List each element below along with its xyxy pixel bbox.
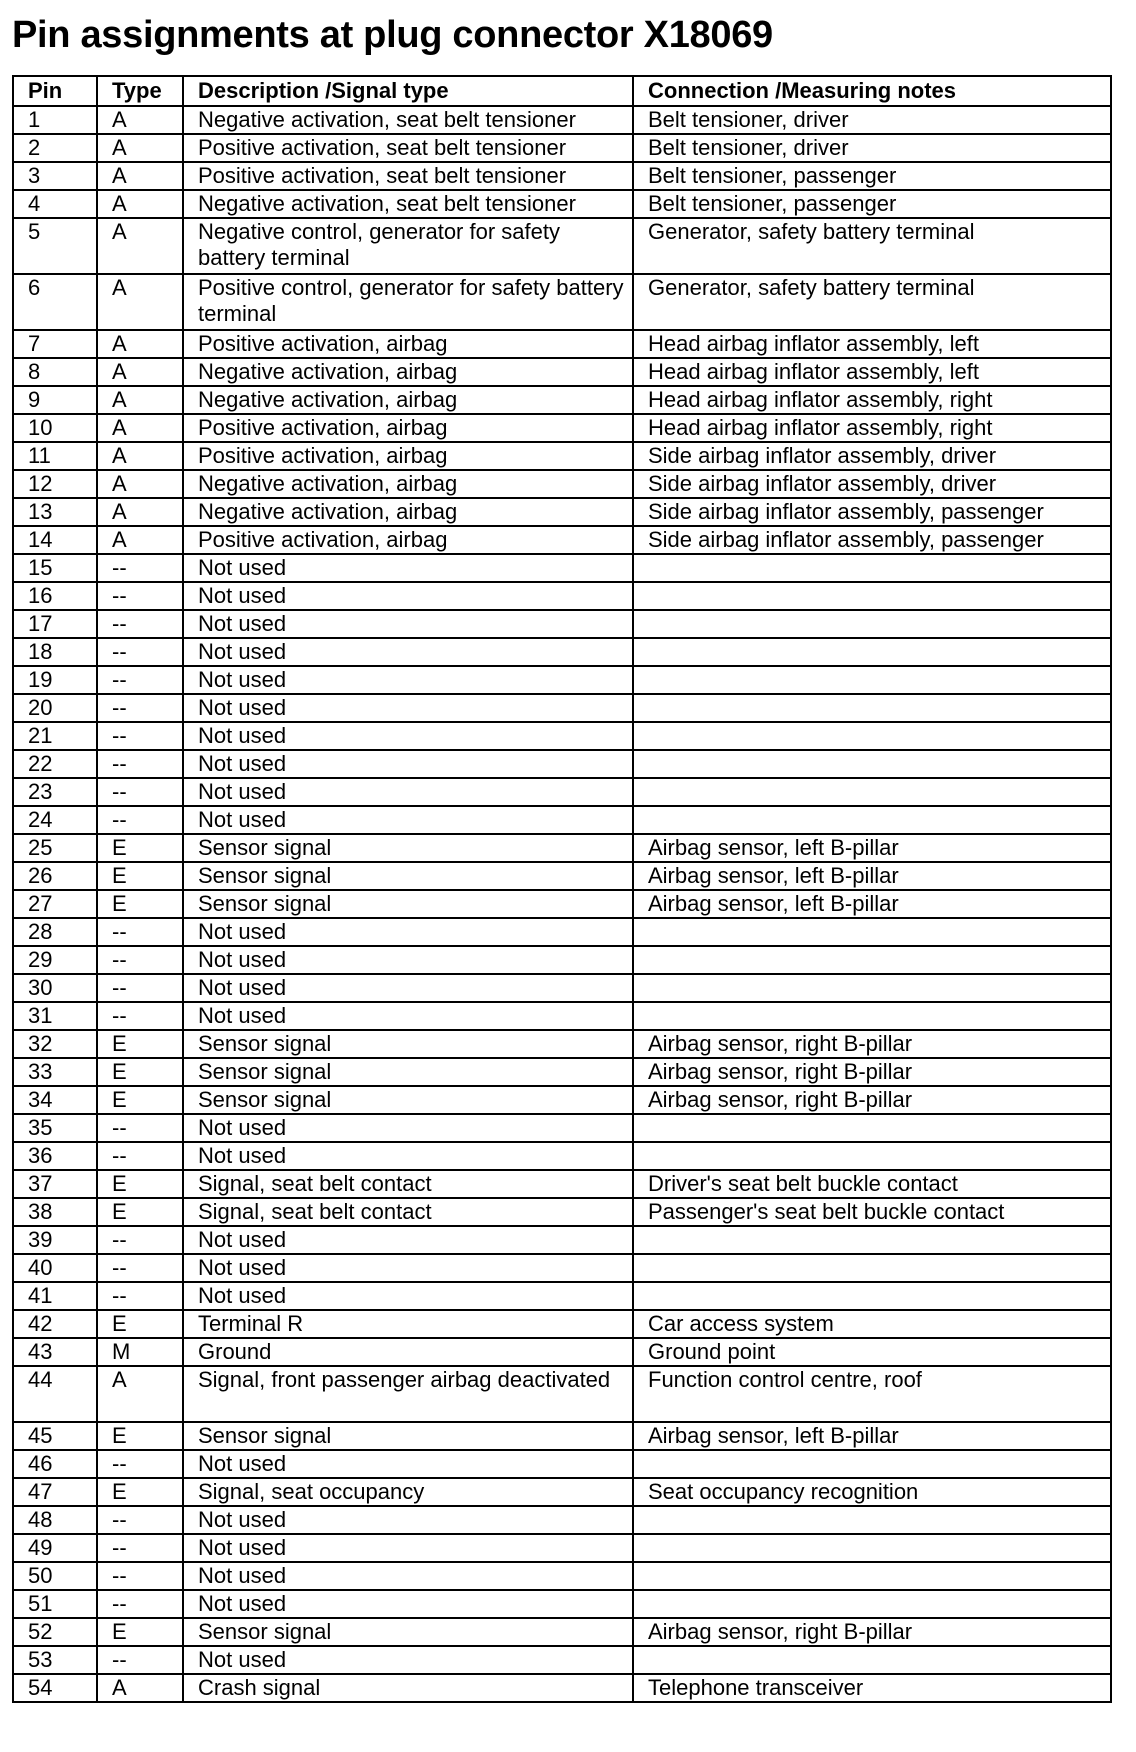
description-cell: Sensor signal bbox=[183, 1618, 633, 1646]
connection-cell: Side airbag inflator assembly, passenger bbox=[633, 498, 1111, 526]
pin-cell: 14 bbox=[13, 526, 97, 554]
description-cell: Positive activation, airbag bbox=[183, 442, 633, 470]
type-cell: -- bbox=[97, 1646, 183, 1674]
column-header-pin: Pin bbox=[13, 76, 97, 106]
connection-cell bbox=[633, 1450, 1111, 1478]
connection-cell bbox=[633, 1646, 1111, 1674]
connection-cell bbox=[633, 722, 1111, 750]
pin-cell: 4 bbox=[13, 190, 97, 218]
connection-cell bbox=[633, 778, 1111, 806]
description-cell: Not used bbox=[183, 722, 633, 750]
table-row bbox=[13, 806, 1111, 834]
type-cell: -- bbox=[97, 1562, 183, 1590]
table-row bbox=[13, 162, 1111, 190]
type-cell: E bbox=[97, 1422, 183, 1450]
pin-cell: 12 bbox=[13, 470, 97, 498]
table-row bbox=[13, 1590, 1111, 1618]
description-cell: Not used bbox=[183, 1534, 633, 1562]
pin-cell: 32 bbox=[13, 1030, 97, 1058]
pin-cell: 48 bbox=[13, 1506, 97, 1534]
description-cell: Negative activation, airbag bbox=[183, 358, 633, 386]
connection-cell bbox=[633, 1002, 1111, 1030]
type-cell: -- bbox=[97, 582, 183, 610]
connection-cell bbox=[633, 806, 1111, 834]
pin-cell: 5 bbox=[13, 218, 97, 274]
connection-cell: Passenger's seat belt buckle contact bbox=[633, 1198, 1111, 1226]
type-cell: A bbox=[97, 498, 183, 526]
description-cell: Not used bbox=[183, 1450, 633, 1478]
type-cell: -- bbox=[97, 1254, 183, 1282]
table-row bbox=[13, 918, 1111, 946]
connection-cell bbox=[633, 1534, 1111, 1562]
description-cell: Sensor signal bbox=[183, 890, 633, 918]
type-cell: -- bbox=[97, 1590, 183, 1618]
type-cell: A bbox=[97, 330, 183, 358]
table-row bbox=[13, 218, 1111, 274]
type-cell: A bbox=[97, 1366, 183, 1422]
connection-cell: Head airbag inflator assembly, left bbox=[633, 330, 1111, 358]
description-cell: Not used bbox=[183, 1506, 633, 1534]
table-row bbox=[13, 442, 1111, 470]
type-cell: E bbox=[97, 1478, 183, 1506]
description-cell: Positive activation, airbag bbox=[183, 330, 633, 358]
pin-assignment-table bbox=[12, 75, 1112, 1703]
table-row bbox=[13, 1226, 1111, 1254]
pin-cell: 38 bbox=[13, 1198, 97, 1226]
description-cell: Positive activation, airbag bbox=[183, 414, 633, 442]
type-cell: A bbox=[97, 386, 183, 414]
table-row bbox=[13, 358, 1111, 386]
pin-cell: 27 bbox=[13, 890, 97, 918]
pin-cell: 1 bbox=[13, 106, 97, 134]
description-cell: Not used bbox=[183, 1114, 633, 1142]
type-cell: E bbox=[97, 1170, 183, 1198]
pin-cell: 43 bbox=[13, 1338, 97, 1366]
description-cell: Sensor signal bbox=[183, 1086, 633, 1114]
table-row bbox=[13, 190, 1111, 218]
pin-cell: 44 bbox=[13, 1366, 97, 1422]
column-header-description: Description /Signal type bbox=[183, 76, 633, 106]
table-row bbox=[13, 1114, 1111, 1142]
type-cell: -- bbox=[97, 722, 183, 750]
connection-cell: Belt tensioner, passenger bbox=[633, 162, 1111, 190]
pin-cell: 41 bbox=[13, 1282, 97, 1310]
pin-cell: 50 bbox=[13, 1562, 97, 1590]
connection-cell bbox=[633, 1506, 1111, 1534]
description-cell: Terminal R bbox=[183, 1310, 633, 1338]
description-cell: Positive activation, airbag bbox=[183, 526, 633, 554]
type-cell: A bbox=[97, 274, 183, 330]
type-cell: E bbox=[97, 834, 183, 862]
type-cell: -- bbox=[97, 1534, 183, 1562]
connection-cell: Airbag sensor, left B-pillar bbox=[633, 1422, 1111, 1450]
connection-cell: Car access system bbox=[633, 1310, 1111, 1338]
pin-cell: 52 bbox=[13, 1618, 97, 1646]
table-row bbox=[13, 1478, 1111, 1506]
table-row bbox=[13, 1534, 1111, 1562]
type-cell: -- bbox=[97, 1450, 183, 1478]
pin-cell: 17 bbox=[13, 610, 97, 638]
connection-cell bbox=[633, 1254, 1111, 1282]
connection-cell: Belt tensioner, driver bbox=[633, 106, 1111, 134]
type-cell: -- bbox=[97, 1282, 183, 1310]
type-cell: A bbox=[97, 106, 183, 134]
description-cell: Sensor signal bbox=[183, 1058, 633, 1086]
description-cell: Not used bbox=[183, 554, 633, 582]
table-row bbox=[13, 778, 1111, 806]
pin-cell: 54 bbox=[13, 1674, 97, 1702]
type-cell: -- bbox=[97, 610, 183, 638]
table-row bbox=[13, 1198, 1111, 1226]
type-cell: -- bbox=[97, 694, 183, 722]
description-cell: Not used bbox=[183, 806, 633, 834]
connection-cell bbox=[633, 1590, 1111, 1618]
table-row bbox=[13, 1310, 1111, 1338]
description-cell: Negative activation, airbag bbox=[183, 386, 633, 414]
connection-cell: Airbag sensor, right B-pillar bbox=[633, 1030, 1111, 1058]
type-cell: A bbox=[97, 470, 183, 498]
connection-cell: Airbag sensor, left B-pillar bbox=[633, 862, 1111, 890]
table-row bbox=[13, 974, 1111, 1002]
type-cell: -- bbox=[97, 918, 183, 946]
connection-cell bbox=[633, 610, 1111, 638]
description-cell: Not used bbox=[183, 1562, 633, 1590]
connection-cell bbox=[633, 694, 1111, 722]
type-cell: E bbox=[97, 862, 183, 890]
connection-cell: Airbag sensor, right B-pillar bbox=[633, 1086, 1111, 1114]
connection-cell: Generator, safety battery terminal bbox=[633, 218, 1111, 274]
description-cell: Sensor signal bbox=[183, 862, 633, 890]
description-cell: Not used bbox=[183, 1002, 633, 1030]
table-row bbox=[13, 638, 1111, 666]
description-cell: Signal, seat occupancy bbox=[183, 1478, 633, 1506]
description-cell: Negative control, generator for safety battery terminal bbox=[183, 218, 633, 274]
table-row bbox=[13, 274, 1111, 330]
description-cell: Positive activation, seat belt tensioner bbox=[183, 134, 633, 162]
description-cell: Not used bbox=[183, 610, 633, 638]
description-cell: Not used bbox=[183, 918, 633, 946]
pin-cell: 36 bbox=[13, 1142, 97, 1170]
pin-cell: 16 bbox=[13, 582, 97, 610]
connection-cell: Belt tensioner, driver bbox=[633, 134, 1111, 162]
table-row bbox=[13, 1450, 1111, 1478]
connection-cell: Telephone transceiver bbox=[633, 1674, 1111, 1702]
type-cell: -- bbox=[97, 1114, 183, 1142]
pin-cell: 8 bbox=[13, 358, 97, 386]
table-row bbox=[13, 330, 1111, 358]
description-cell: Negative activation, airbag bbox=[183, 498, 633, 526]
type-cell: -- bbox=[97, 666, 183, 694]
table-row bbox=[13, 694, 1111, 722]
table-row bbox=[13, 750, 1111, 778]
pin-cell: 31 bbox=[13, 1002, 97, 1030]
connection-cell: Function control centre, roof bbox=[633, 1366, 1111, 1422]
table-row bbox=[13, 946, 1111, 974]
type-cell: -- bbox=[97, 1506, 183, 1534]
type-cell: A bbox=[97, 358, 183, 386]
type-cell: -- bbox=[97, 554, 183, 582]
table-row bbox=[13, 1282, 1111, 1310]
table-row bbox=[13, 1366, 1111, 1422]
connection-cell bbox=[633, 666, 1111, 694]
table-row bbox=[13, 1506, 1111, 1534]
table-row bbox=[13, 1030, 1111, 1058]
description-cell: Sensor signal bbox=[183, 1422, 633, 1450]
table-row bbox=[13, 1142, 1111, 1170]
connection-cell bbox=[633, 946, 1111, 974]
description-cell: Not used bbox=[183, 1646, 633, 1674]
type-cell: -- bbox=[97, 1002, 183, 1030]
pin-cell: 3 bbox=[13, 162, 97, 190]
connection-cell bbox=[633, 974, 1111, 1002]
connection-cell bbox=[633, 918, 1111, 946]
table-row bbox=[13, 610, 1111, 638]
table-row bbox=[13, 106, 1111, 134]
type-cell: -- bbox=[97, 778, 183, 806]
table-row bbox=[13, 582, 1111, 610]
table-row bbox=[13, 1086, 1111, 1114]
description-cell: Not used bbox=[183, 666, 633, 694]
table-row bbox=[13, 890, 1111, 918]
connection-cell bbox=[633, 1114, 1111, 1142]
pin-cell: 2 bbox=[13, 134, 97, 162]
connection-cell: Airbag sensor, left B-pillar bbox=[633, 890, 1111, 918]
pin-cell: 39 bbox=[13, 1226, 97, 1254]
table-row bbox=[13, 1674, 1111, 1702]
description-cell: Not used bbox=[183, 750, 633, 778]
pin-cell: 9 bbox=[13, 386, 97, 414]
description-cell: Sensor signal bbox=[183, 1030, 633, 1058]
pin-cell: 35 bbox=[13, 1114, 97, 1142]
connection-cell bbox=[633, 582, 1111, 610]
table-row bbox=[13, 1562, 1111, 1590]
connection-cell: Belt tensioner, passenger bbox=[633, 190, 1111, 218]
description-cell: Signal, seat belt contact bbox=[183, 1198, 633, 1226]
description-cell: Sensor signal bbox=[183, 834, 633, 862]
table-row bbox=[13, 498, 1111, 526]
pin-cell: 26 bbox=[13, 862, 97, 890]
table-body bbox=[13, 106, 1111, 1702]
table-row bbox=[13, 834, 1111, 862]
column-header-type: Type bbox=[97, 76, 183, 106]
connection-cell bbox=[633, 638, 1111, 666]
table-row bbox=[13, 1058, 1111, 1086]
pin-cell: 23 bbox=[13, 778, 97, 806]
type-cell: A bbox=[97, 218, 183, 274]
type-cell: E bbox=[97, 1086, 183, 1114]
table-row bbox=[13, 386, 1111, 414]
table-row bbox=[13, 722, 1111, 750]
table-row bbox=[13, 554, 1111, 582]
description-cell: Not used bbox=[183, 582, 633, 610]
type-cell: A bbox=[97, 134, 183, 162]
description-cell: Not used bbox=[183, 778, 633, 806]
connection-cell bbox=[633, 750, 1111, 778]
connection-cell: Airbag sensor, left B-pillar bbox=[633, 834, 1111, 862]
type-cell: -- bbox=[97, 1142, 183, 1170]
type-cell: -- bbox=[97, 750, 183, 778]
pin-cell: 25 bbox=[13, 834, 97, 862]
table-row bbox=[13, 1170, 1111, 1198]
connection-cell: Side airbag inflator assembly, driver bbox=[633, 470, 1111, 498]
description-cell: Positive activation, seat belt tensioner bbox=[183, 162, 633, 190]
pin-cell: 24 bbox=[13, 806, 97, 834]
table-row bbox=[13, 1254, 1111, 1282]
description-cell: Negative activation, seat belt tensioner bbox=[183, 106, 633, 134]
pin-cell: 42 bbox=[13, 1310, 97, 1338]
pin-cell: 22 bbox=[13, 750, 97, 778]
table-row bbox=[13, 134, 1111, 162]
table-header-row bbox=[13, 76, 1111, 106]
page-title: Pin assignments at plug connector X18069 bbox=[12, 14, 773, 56]
pin-cell: 13 bbox=[13, 498, 97, 526]
connection-cell: Seat occupancy recognition bbox=[633, 1478, 1111, 1506]
pin-cell: 30 bbox=[13, 974, 97, 1002]
table-row bbox=[13, 862, 1111, 890]
description-cell: Positive control, generator for safety battery terminal bbox=[183, 274, 633, 330]
pin-cell: 29 bbox=[13, 946, 97, 974]
connection-cell bbox=[633, 1142, 1111, 1170]
description-cell: Crash signal bbox=[183, 1674, 633, 1702]
type-cell: A bbox=[97, 1674, 183, 1702]
table-row bbox=[13, 414, 1111, 442]
type-cell: E bbox=[97, 1618, 183, 1646]
table-row bbox=[13, 666, 1111, 694]
pin-cell: 28 bbox=[13, 918, 97, 946]
type-cell: -- bbox=[97, 946, 183, 974]
pin-cell: 15 bbox=[13, 554, 97, 582]
pin-cell: 33 bbox=[13, 1058, 97, 1086]
type-cell: E bbox=[97, 1310, 183, 1338]
connection-cell: Head airbag inflator assembly, left bbox=[633, 358, 1111, 386]
pin-cell: 40 bbox=[13, 1254, 97, 1282]
description-cell: Signal, seat belt contact bbox=[183, 1170, 633, 1198]
type-cell: E bbox=[97, 1058, 183, 1086]
connection-cell: Ground point bbox=[633, 1338, 1111, 1366]
description-cell: Not used bbox=[183, 1282, 633, 1310]
description-cell: Not used bbox=[183, 1254, 633, 1282]
pin-cell: 51 bbox=[13, 1590, 97, 1618]
pin-cell: 20 bbox=[13, 694, 97, 722]
pin-cell: 7 bbox=[13, 330, 97, 358]
connection-cell: Side airbag inflator assembly, passenger bbox=[633, 526, 1111, 554]
connection-cell bbox=[633, 1282, 1111, 1310]
type-cell: -- bbox=[97, 806, 183, 834]
pin-cell: 6 bbox=[13, 274, 97, 330]
pin-cell: 19 bbox=[13, 666, 97, 694]
pin-cell: 37 bbox=[13, 1170, 97, 1198]
table-row bbox=[13, 1646, 1111, 1674]
table-row bbox=[13, 1618, 1111, 1646]
connection-cell bbox=[633, 554, 1111, 582]
type-cell: A bbox=[97, 442, 183, 470]
description-cell: Negative activation, seat belt tensioner bbox=[183, 190, 633, 218]
connection-cell: Generator, safety battery terminal bbox=[633, 274, 1111, 330]
connection-cell: Head airbag inflator assembly, right bbox=[633, 386, 1111, 414]
type-cell: A bbox=[97, 526, 183, 554]
description-cell: Negative activation, airbag bbox=[183, 470, 633, 498]
connection-cell: Driver's seat belt buckle contact bbox=[633, 1170, 1111, 1198]
connection-cell: Head airbag inflator assembly, right bbox=[633, 414, 1111, 442]
table-row bbox=[13, 1002, 1111, 1030]
type-cell: -- bbox=[97, 974, 183, 1002]
column-header-connection: Connection /Measuring notes bbox=[633, 76, 1111, 106]
type-cell: M bbox=[97, 1338, 183, 1366]
connection-cell: Airbag sensor, right B-pillar bbox=[633, 1058, 1111, 1086]
pin-cell: 34 bbox=[13, 1086, 97, 1114]
connection-cell: Side airbag inflator assembly, driver bbox=[633, 442, 1111, 470]
connection-cell bbox=[633, 1226, 1111, 1254]
type-cell: A bbox=[97, 414, 183, 442]
description-cell: Not used bbox=[183, 974, 633, 1002]
description-cell: Not used bbox=[183, 638, 633, 666]
pin-cell: 11 bbox=[13, 442, 97, 470]
type-cell: E bbox=[97, 890, 183, 918]
description-cell: Ground bbox=[183, 1338, 633, 1366]
description-cell: Signal, front passenger airbag deactivated bbox=[183, 1366, 633, 1422]
type-cell: A bbox=[97, 162, 183, 190]
pin-cell: 46 bbox=[13, 1450, 97, 1478]
description-cell: Not used bbox=[183, 694, 633, 722]
type-cell: A bbox=[97, 190, 183, 218]
type-cell: E bbox=[97, 1030, 183, 1058]
description-cell: Not used bbox=[183, 1590, 633, 1618]
type-cell: -- bbox=[97, 638, 183, 666]
pin-cell: 49 bbox=[13, 1534, 97, 1562]
connection-cell: Airbag sensor, right B-pillar bbox=[633, 1618, 1111, 1646]
description-cell: Not used bbox=[183, 1142, 633, 1170]
table-row bbox=[13, 1338, 1111, 1366]
pin-cell: 10 bbox=[13, 414, 97, 442]
table-row bbox=[13, 526, 1111, 554]
table-row bbox=[13, 470, 1111, 498]
description-cell: Not used bbox=[183, 1226, 633, 1254]
pin-cell: 45 bbox=[13, 1422, 97, 1450]
connection-cell bbox=[633, 1562, 1111, 1590]
description-cell: Not used bbox=[183, 946, 633, 974]
pin-cell: 53 bbox=[13, 1646, 97, 1674]
pin-cell: 21 bbox=[13, 722, 97, 750]
type-cell: -- bbox=[97, 1226, 183, 1254]
pin-cell: 47 bbox=[13, 1478, 97, 1506]
pin-cell: 18 bbox=[13, 638, 97, 666]
type-cell: E bbox=[97, 1198, 183, 1226]
table-row bbox=[13, 1422, 1111, 1450]
